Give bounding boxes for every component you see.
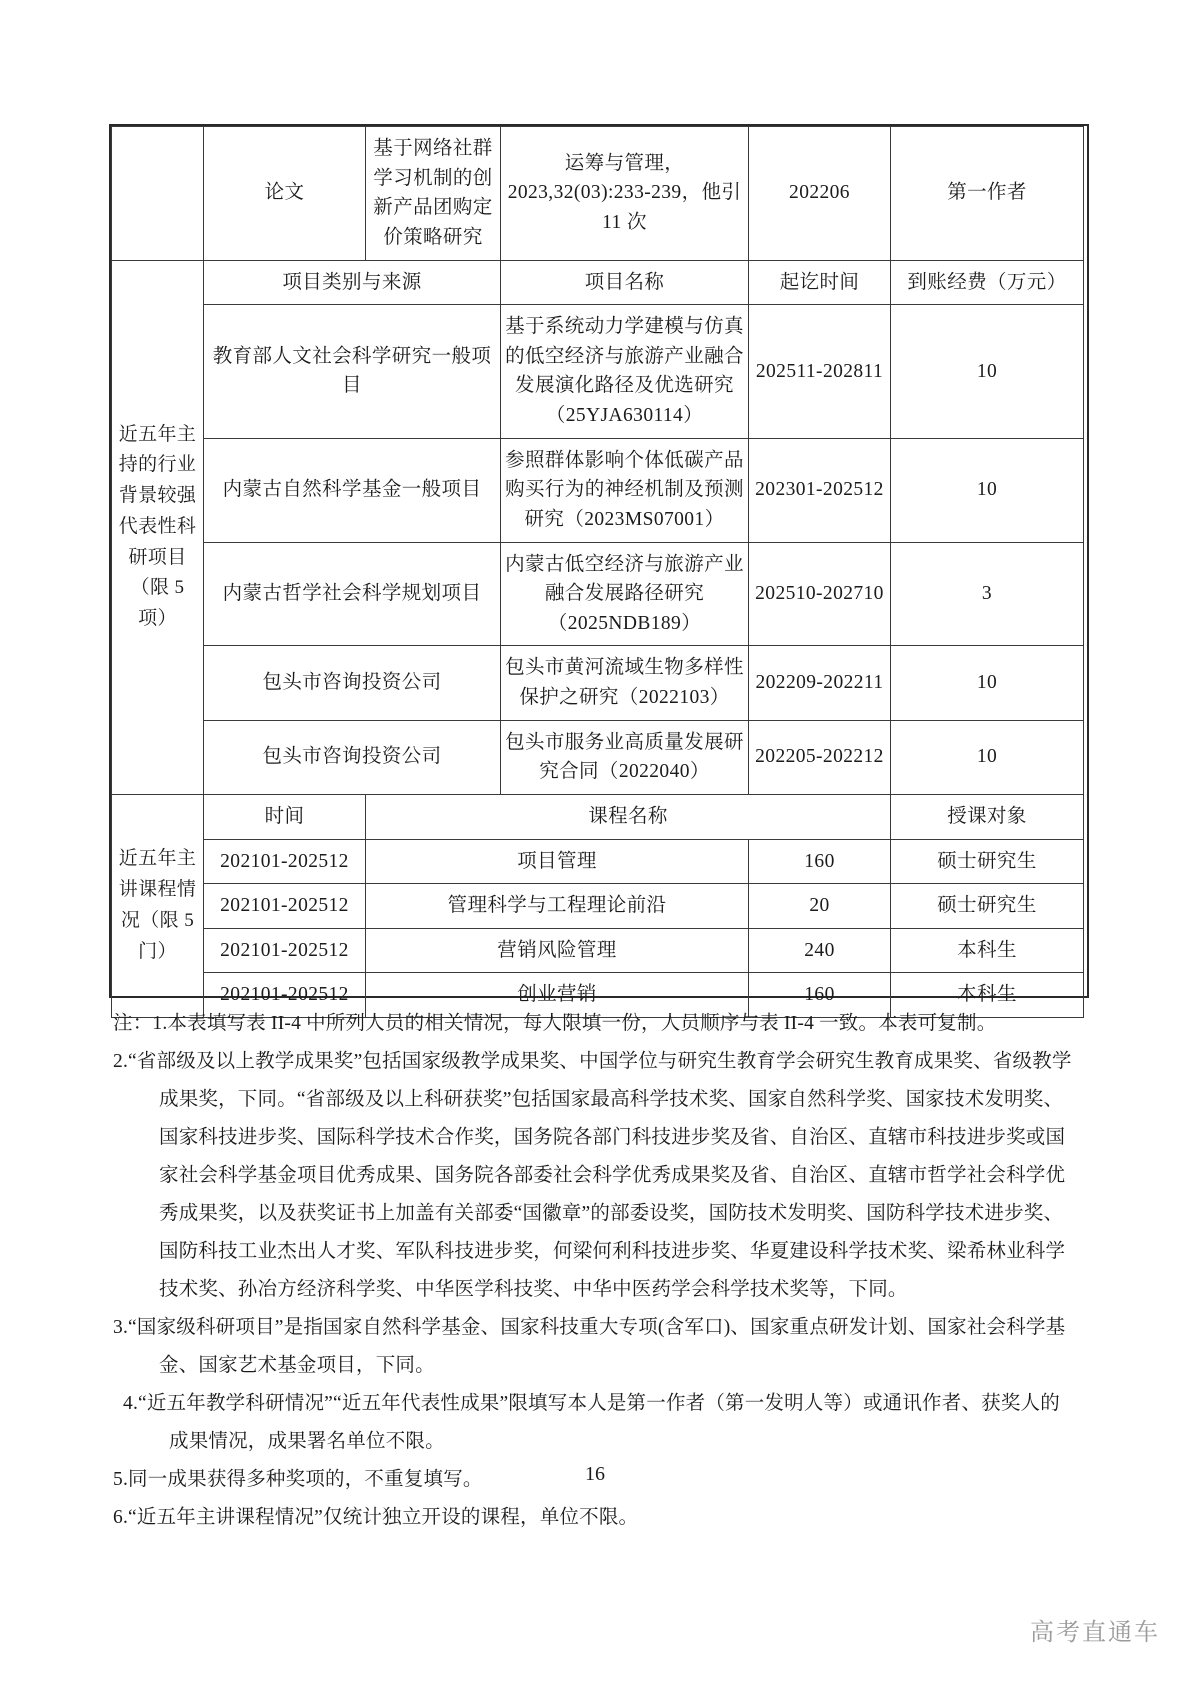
note-line-2: 2.“省部级及以上教学成果奖”包括国家级教学成果奖、中国学位与研究生教育学会研究生教育成果奖、省级教学成果奖，下同。“省部级及以上科研获奖”包括国家最高科学技术奖、国家自然科学奖、国家技术发明奖、国家科技进步奖、国际科学技术合作奖，国务院各部门科技进步奖及省、自治区、直辖市科技进步奖或国家社会科学基金项目优秀成果、国务院各部委社会科学优秀成果奖及省、自治区、直辖市哲学社会科学优秀成果奖，以及获奖证书上加盖有关部委“国徽章”的部委设奖，国防技术发明奖、国防科学技术进步奖、国防科技工业杰出人才奖、军队科技进步奖，何梁何利科技进步奖、华夏建设科学技术奖、梁希林业科学技术奖、孙冶方经济科学奖、中华医学科技奖、中华中医药学会科学技术奖等，下同。 <box>113 1051 1072 1301</box>
project-funding-cell: 10 <box>891 720 1084 794</box>
table-row-courses-header <box>112 794 1084 839</box>
project-period-cell: 202301-202512 <box>749 438 891 542</box>
courses-section-label: 近五年主讲课程情况（限 5 门） <box>112 794 204 1017</box>
projects-section-label: 近五年主持的行业背景较强代表性科研项目（限 5 项） <box>112 260 204 794</box>
achievements-form-table <box>111 126 1084 1018</box>
course-hours-cell: 240 <box>749 928 891 973</box>
table-row-course <box>112 839 1084 884</box>
project-period-cell: 202510-202710 <box>749 542 891 646</box>
project-funding-cell: 10 <box>891 305 1084 439</box>
project-period-cell: 202209-202211 <box>749 646 891 720</box>
project-category-cell: 内蒙古哲学社会科学规划项目 <box>204 542 501 646</box>
project-name-cell: 内蒙古低空经济与旅游产业融合发展路径研究（2025NDB189） <box>501 542 749 646</box>
table-row-course <box>112 884 1084 929</box>
table-row-project <box>112 542 1084 646</box>
publication-empty-label-cell <box>112 127 204 261</box>
projects-header-period: 起讫时间 <box>749 260 891 305</box>
notes-block <box>113 1005 1073 1537</box>
course-hours-cell: 160 <box>749 839 891 884</box>
notes-prefix: 注： <box>113 1013 153 1034</box>
table-row-project <box>112 720 1084 794</box>
project-funding-cell: 10 <box>891 438 1084 542</box>
projects-header-funding: 到账经费（万元） <box>891 260 1084 305</box>
note-line-4: 4.“近五年教学科研情况”“近五年代表性成果”限填写本人是第一作者（第一发明人等）或通讯作者、获奖人的成果情况，成果署名单位不限。 <box>123 1393 1060 1453</box>
course-audience-cell: 硕士研究生 <box>891 884 1084 929</box>
table-row-projects-header <box>112 260 1084 305</box>
project-period-cell: 202511-202811 <box>749 305 891 439</box>
page-number: 16 <box>585 1463 605 1485</box>
publication-journal-cell: 运筹与管理，2023,32(03):233-239，他引 11 次 <box>501 127 749 261</box>
publication-title-cell: 基于网络社群学习机制的创新产品团购定价策略研究 <box>366 127 501 261</box>
course-audience-cell: 本科生 <box>891 928 1084 973</box>
course-time-cell: 202101-202512 <box>204 973 366 1018</box>
note-line-6: 6.“近五年主讲课程情况”仅统计独立开设的课程，单位不限。 <box>113 1507 639 1529</box>
course-name-cell: 项目管理 <box>366 839 749 884</box>
courses-header-course: 课程名称 <box>366 794 891 839</box>
note-line-5: 5.同一成果获得多种奖项的，不重复填写。 <box>113 1469 483 1491</box>
project-name-cell: 包头市黄河流域生物多样性保护之研究（2022103） <box>501 646 749 720</box>
project-name-cell: 参照群体影响个体低碳产品购买行为的神经机制及预测研究（2023MS07001） <box>501 438 749 542</box>
course-name-cell: 营销风险管理 <box>366 928 749 973</box>
course-time-cell: 202101-202512 <box>204 884 366 929</box>
table-row-course <box>112 928 1084 973</box>
project-period-cell: 202205-202212 <box>749 720 891 794</box>
note-line-3: 3.“国家级科研项目”是指国家自然科学基金、国家科技重大专项(含军口)、国家重点研发计划、国家社会科学基金、国家艺术基金项目，下同。 <box>113 1317 1066 1377</box>
publication-date-cell: 202206 <box>749 127 891 261</box>
project-category-cell: 内蒙古自然科学基金一般项目 <box>204 438 501 542</box>
project-funding-cell: 10 <box>891 646 1084 720</box>
project-category-cell: 包头市咨询投资公司 <box>204 720 501 794</box>
project-category-cell: 教育部人文社会科学研究一般项目 <box>204 305 501 439</box>
projects-header-category: 项目类别与来源 <box>204 260 501 305</box>
project-name-cell: 包头市服务业高质量发展研究合同（2022040） <box>501 720 749 794</box>
course-time-cell: 202101-202512 <box>204 928 366 973</box>
table-row-publication <box>112 127 1084 261</box>
course-audience-cell: 硕士研究生 <box>891 839 1084 884</box>
publication-role-cell: 第一作者 <box>891 127 1084 261</box>
project-category-cell: 包头市咨询投资公司 <box>204 646 501 720</box>
course-audience-cell: 本科生 <box>891 973 1084 1018</box>
note-text-1: 1.本表填写表 II-4 中所列人员的相关情况，每人限填一份，人员顺序与表 II-4 一致。本表可复制。 <box>152 1013 997 1034</box>
course-time-cell: 202101-202512 <box>204 839 366 884</box>
course-hours-cell: 20 <box>749 884 891 929</box>
course-name-cell: 管理科学与工程理论前沿 <box>366 884 749 929</box>
courses-header-time: 时间 <box>204 794 366 839</box>
table-row-project <box>112 438 1084 542</box>
project-funding-cell: 3 <box>891 542 1084 646</box>
note-line-1 <box>113 1005 1073 1043</box>
courses-header-audience: 授课对象 <box>891 794 1084 839</box>
course-hours-cell: 160 <box>749 973 891 1018</box>
table-row-project <box>112 646 1084 720</box>
publication-type-cell: 论文 <box>204 127 366 261</box>
watermark-text: 高考直通车 <box>1030 1619 1160 1646</box>
project-name-cell: 基于系统动力学建模与仿真的低空经济与旅游产业融合发展演化路径及优选研究（25YJA630114） <box>501 305 749 439</box>
projects-header-name: 项目名称 <box>501 260 749 305</box>
course-name-cell: 创业营销 <box>366 973 749 1018</box>
table-row-project <box>112 305 1084 439</box>
